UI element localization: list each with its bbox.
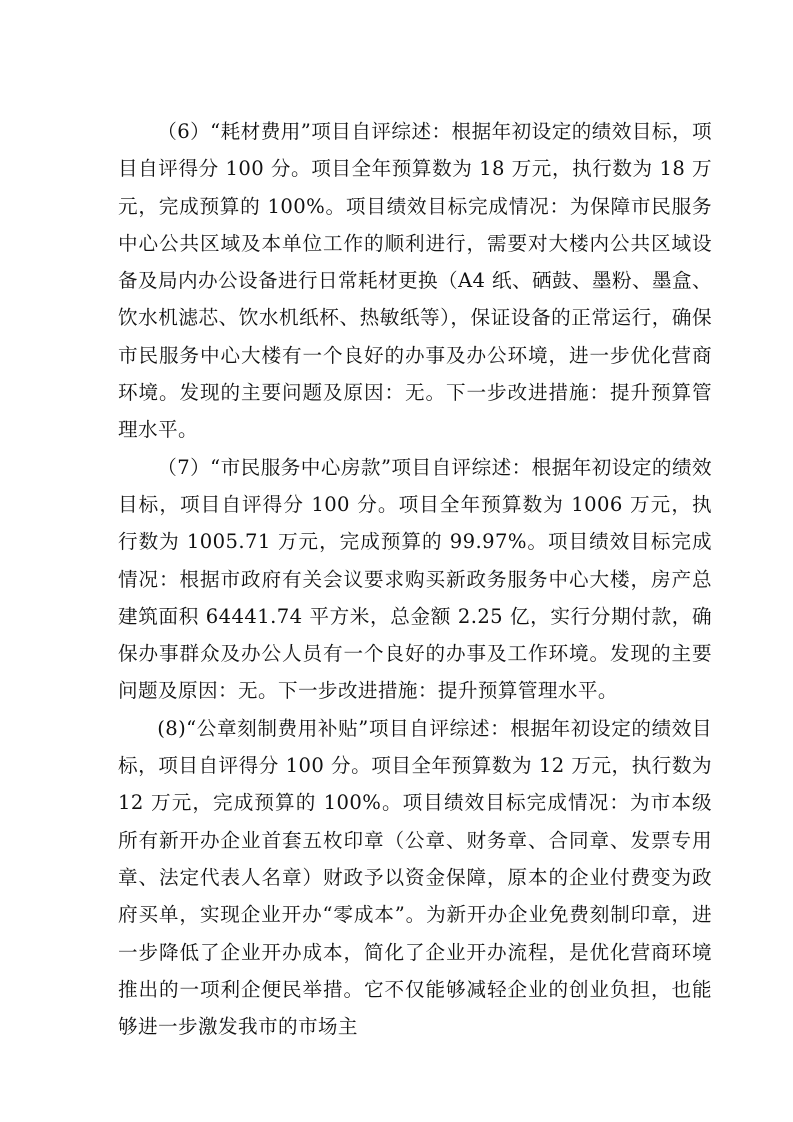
paragraph-item-7-service-center-payment: （7）“市民服务中心房款”项目自评综述：根据年初设定的绩效目标，项目自评得分 100 分。项目全年预算数为 1006 万元，执行数为 1005.71 万元，完成预算的 99.97%。项目绩效目标完成情况：根据市政府有关会议要求购买新政务服务中心大楼，房产总建筑面积 64441.74 平方米，总金额 2.25 亿，实行分期付款，确保办事群众及办公人员有一个良好的办事及工作环境。发现的主要问题及原因：无。下一步改进措施：提升预算管理水平。: [118, 455, 712, 703]
document-body: [118, 113, 712, 1045]
paragraph-item-8-seal-subsidy: (8)“公章刻制费用补贴”项目自评综述：根据年初设定的绩效目标，项目自评得分 100 分。项目全年预算数为 12 万元，执行数为 12 万元，完成预算的 100%。项目绩效目标完成情况：为市本级所有新开办企业首套五枚印章（公章、财务章、合同章、发票专用章、法定代表人名章）财政予以资金保障，原本的企业付费变为政府买单，实现企业开办“零成本”。为新开办企业免费刻制印章，进一步降低了企业开办成本，简化了企业开办流程，是优化营商环境推出的一项利企便民举措。它不仅能够减轻企业的创业负担，也能够进一步激发我市的市场主: [118, 716, 712, 1039]
paragraph-item-6-consumables: （6）“耗材费用”项目自评综述：根据年初设定的绩效目标，项目自评得分 100 分。项目全年预算数为 18 万元，执行数为 18 万元，完成预算的 100%。项目绩效目标完成情况：为保障市民服务中心公共区域及本单位工作的顺利进行，需要对大楼内公共区域设备及局内办公设备进行日常耗材更换（A4 纸、硒鼓、墨粉、墨盒、饮水机滤芯、饮水机纸杯、热敏纸等），保证设备的正常运行，确保市民服务中心大楼有一个良好的办事及办公环境，进一步优化营商环境。发现的主要问题及原因：无。下一步改进措施：提升预算管理水平。: [118, 120, 712, 442]
